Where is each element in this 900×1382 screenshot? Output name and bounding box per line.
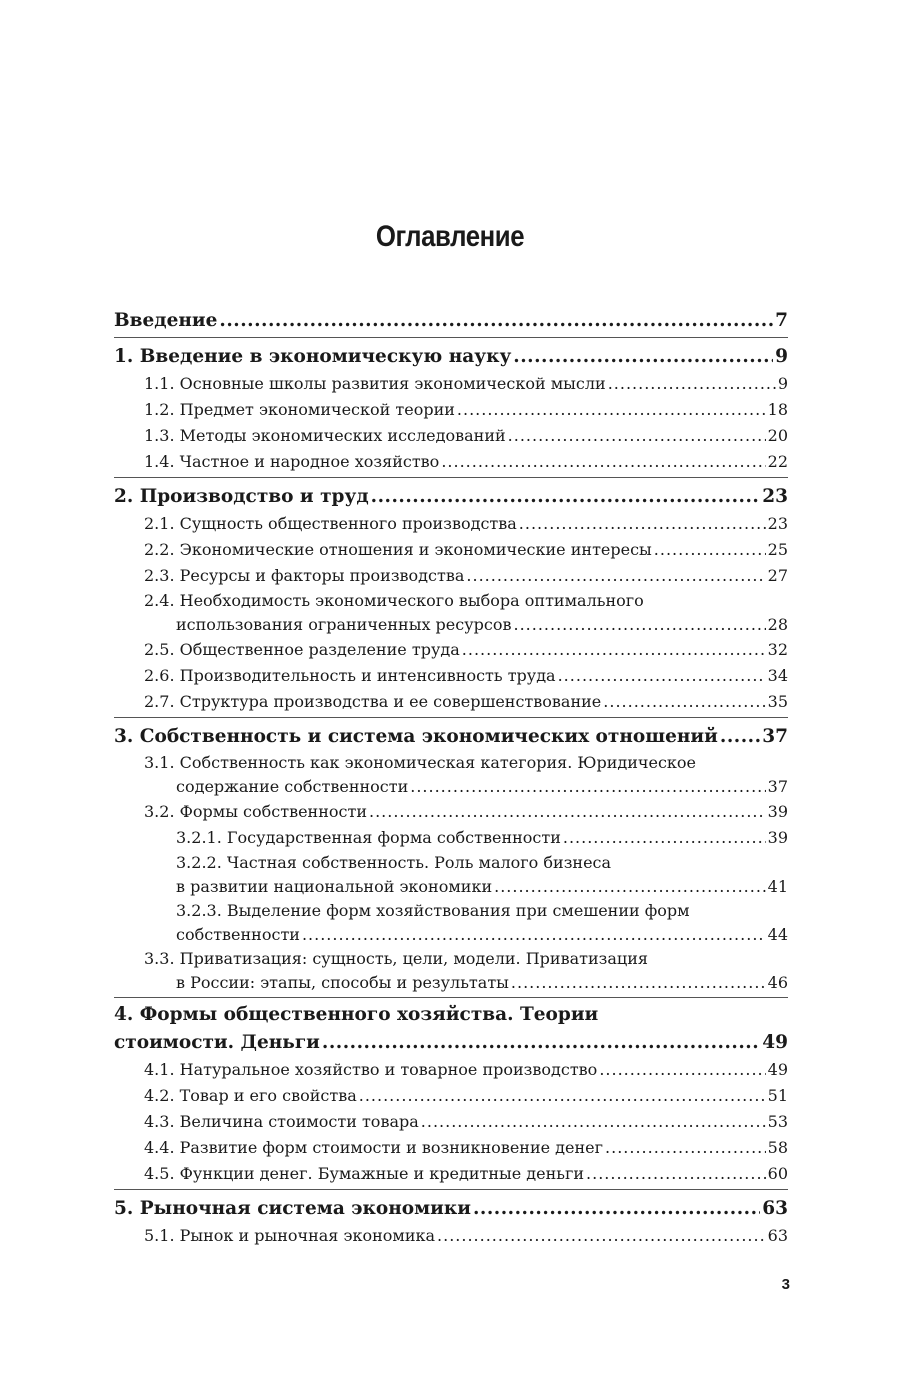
toc-entry-title: 3.2. Формы собственности <box>144 802 367 821</box>
toc-entry-3-1[interactable] <box>114 775 788 799</box>
toc-page-number: 37 <box>762 726 788 747</box>
toc-page-number: 44 <box>767 925 788 944</box>
toc-page-number: 32 <box>767 640 788 659</box>
toc-page-number: 49 <box>762 1032 788 1053</box>
toc-entry-2-2[interactable] <box>114 537 788 563</box>
toc-entry-title: 2.1. Сущность общественного производства <box>144 514 517 533</box>
toc-entry-3-2-3[interactable] <box>114 923 788 947</box>
toc-entry-3-3-line1[interactable]: 3.3. Приватизация: сущность, цели, модели. Приватизация <box>144 949 648 968</box>
toc-page-number: 18 <box>767 400 788 419</box>
toc-leader <box>586 1161 766 1187</box>
toc-entry-title: 4.4. Развитие форм стоимости и возникновение денег <box>144 1138 604 1157</box>
toc-chapter-5[interactable] <box>114 1194 788 1223</box>
toc-leader <box>302 923 766 947</box>
toc-leader <box>421 1109 766 1135</box>
toc-page-number: 46 <box>767 973 788 992</box>
table-of-contents <box>114 306 788 1249</box>
toc-page-number: 20 <box>767 426 788 445</box>
toc-page-number: 58 <box>767 1138 788 1157</box>
toc-entry-2-6[interactable] <box>114 663 788 689</box>
toc-entry-1-2[interactable] <box>114 397 788 423</box>
toc-leader <box>441 449 765 475</box>
toc-entry-title: 3. Собственность и система экономических отношений <box>114 726 718 747</box>
toc-leader <box>371 482 761 511</box>
toc-page-number: 28 <box>767 615 788 634</box>
toc-page-number: 60 <box>767 1164 788 1183</box>
toc-entry-title: 4.2. Товар и его свойства <box>144 1086 357 1105</box>
toc-leader <box>437 1223 766 1249</box>
toc-leader <box>410 775 765 799</box>
toc-chapter-3[interactable] <box>114 722 788 751</box>
divider <box>114 997 788 998</box>
toc-leader <box>322 1028 760 1057</box>
toc-page-number: 23 <box>762 486 788 507</box>
toc-entry-title: Введение <box>114 310 218 331</box>
toc-entry-3-1-line1[interactable]: 3.1. Собственность как экономическая категория. Юридическое <box>144 753 697 772</box>
toc-entry-title: 1. Введение в экономическую науку <box>114 346 512 367</box>
toc-entry-title: использования ограниченных ресурсов <box>176 615 512 634</box>
toc-page-number: 53 <box>767 1112 788 1131</box>
toc-leader <box>608 371 776 397</box>
toc-entry-title: 1.1. Основные школы развития экономической мысли <box>144 374 606 393</box>
toc-entry-4-3[interactable] <box>114 1109 788 1135</box>
divider <box>114 1189 788 1190</box>
toc-entry-2-3[interactable] <box>114 563 788 589</box>
toc-leader <box>359 1083 766 1109</box>
toc-entry-3-2[interactable] <box>114 799 788 825</box>
toc-chapter-2[interactable] <box>114 482 788 511</box>
toc-entry-2-4[interactable] <box>114 613 788 637</box>
toc-entry-title: 2.3. Ресурсы и факторы производства <box>144 566 465 585</box>
toc-page-number: 9 <box>775 346 788 367</box>
toc-entry-1-3[interactable] <box>114 423 788 449</box>
toc-page-number: 27 <box>767 566 788 585</box>
toc-page-number: 9 <box>777 374 788 393</box>
toc-page-number: 63 <box>767 1226 788 1245</box>
toc-entry-2-5[interactable] <box>114 637 788 663</box>
toc-entry-title: стоимости. Деньги <box>114 1032 320 1053</box>
toc-page-number: 35 <box>767 692 788 711</box>
toc-entry-title: 4.3. Величина стоимости товара <box>144 1112 419 1131</box>
toc-page-number: 23 <box>767 514 788 533</box>
toc-page-number: 49 <box>767 1060 788 1079</box>
toc-leader <box>558 663 766 689</box>
toc-page-number: 25 <box>767 540 788 559</box>
toc-entry-3-2-1[interactable] <box>114 825 788 851</box>
toc-leader <box>720 722 760 751</box>
toc-entry-title: 1.4. Частное и народное хозяйство <box>144 452 440 471</box>
toc-entry-title: собственности <box>176 925 300 944</box>
toc-entry-2-1[interactable] <box>114 511 788 537</box>
toc-entry-title: 1.2. Предмет экономической теории <box>144 400 455 419</box>
toc-page-number: 41 <box>767 877 788 896</box>
toc-leader <box>513 342 773 371</box>
divider <box>114 337 788 338</box>
toc-chapter-1[interactable] <box>114 342 788 371</box>
toc-entry-title: 2.5. Общественное разделение труда <box>144 640 460 659</box>
toc-entry-5-1[interactable] <box>114 1223 788 1249</box>
toc-leader <box>563 825 766 851</box>
toc-entry-3-3[interactable] <box>114 971 788 995</box>
toc-entry-intro[interactable] <box>114 306 788 335</box>
toc-entry-title: содержание собственности <box>176 777 409 796</box>
toc-entry-title: 1.3. Методы экономических исследований <box>144 426 506 445</box>
toc-page-number: 34 <box>767 666 788 685</box>
toc-entry-2-4-line1[interactable]: 2.4. Необходимость экономического выбора оптимального <box>144 591 644 610</box>
toc-leader <box>513 613 765 637</box>
toc-leader <box>511 971 766 995</box>
page-number: 3 <box>781 1276 790 1293</box>
toc-entry-title: 2.7. Структура производства и ее совершенствование <box>144 692 602 711</box>
toc-entry-4-4[interactable] <box>114 1135 788 1161</box>
toc-page-number: 63 <box>762 1198 788 1219</box>
toc-entry-title: 5.1. Рынок и рыночная экономика <box>144 1226 436 1245</box>
divider <box>114 717 788 718</box>
toc-entry-4-5[interactable] <box>114 1161 788 1187</box>
toc-leader <box>603 689 765 715</box>
toc-leader <box>466 563 765 589</box>
toc-page-number: 7 <box>775 310 788 331</box>
toc-leader <box>462 637 766 663</box>
toc-leader <box>605 1135 766 1161</box>
toc-entry-title: 2.2. Экономические отношения и экономические интересы <box>144 540 652 559</box>
toc-page-number: 39 <box>767 802 788 821</box>
toc-entry-3-2-2-line1[interactable]: 3.2.2. Частная собственность. Роль малого бизнеса <box>176 853 612 872</box>
toc-chapter-4-line1[interactable]: 4. Формы общественного хозяйства. Теории <box>114 1004 599 1025</box>
toc-entry-title: 2.6. Производительность и интенсивность труда <box>144 666 556 685</box>
toc-leader <box>473 1194 760 1223</box>
toc-entry-1-1[interactable] <box>114 371 788 397</box>
toc-entry-title: 4.5. Функции денег. Бумажные и кредитные деньги <box>144 1164 585 1183</box>
page-title: Оглавление <box>375 220 525 253</box>
toc-entry-title: в России: этапы, способы и результаты <box>176 973 509 992</box>
toc-entry-4-1[interactable] <box>114 1057 788 1083</box>
toc-leader <box>369 799 766 825</box>
toc-leader <box>457 397 766 423</box>
divider <box>114 477 788 478</box>
toc-entry-4-2[interactable] <box>114 1083 788 1109</box>
toc-leader <box>599 1057 765 1083</box>
toc-entry-title: 3.2.1. Государственная форма собственности <box>176 828 561 847</box>
toc-leader <box>654 537 766 563</box>
toc-entry-title: в развитии национальной экономики <box>176 877 493 896</box>
toc-entry-1-4[interactable] <box>114 449 788 475</box>
toc-leader <box>508 423 766 449</box>
toc-entry-3-2-2[interactable] <box>114 875 788 899</box>
toc-entry-title: 2. Производство и труд <box>114 486 369 507</box>
toc-leader <box>519 511 766 537</box>
toc-entry-title: 4.1. Натуральное хозяйство и товарное производство <box>144 1060 598 1079</box>
toc-page-number: 22 <box>767 452 788 471</box>
toc-page-number: 39 <box>767 828 788 847</box>
toc-entry-2-7[interactable] <box>114 689 788 715</box>
toc-chapter-4[interactable] <box>114 1028 788 1057</box>
toc-entry-title: 5. Рыночная система экономики <box>114 1198 471 1219</box>
toc-page-number: 37 <box>767 777 788 796</box>
toc-leader <box>219 306 773 335</box>
toc-entry-3-2-3-line1[interactable]: 3.2.3. Выделение форм хозяйствования при смешении форм <box>176 901 690 920</box>
toc-leader <box>494 875 766 899</box>
toc-page-number: 51 <box>767 1086 788 1105</box>
